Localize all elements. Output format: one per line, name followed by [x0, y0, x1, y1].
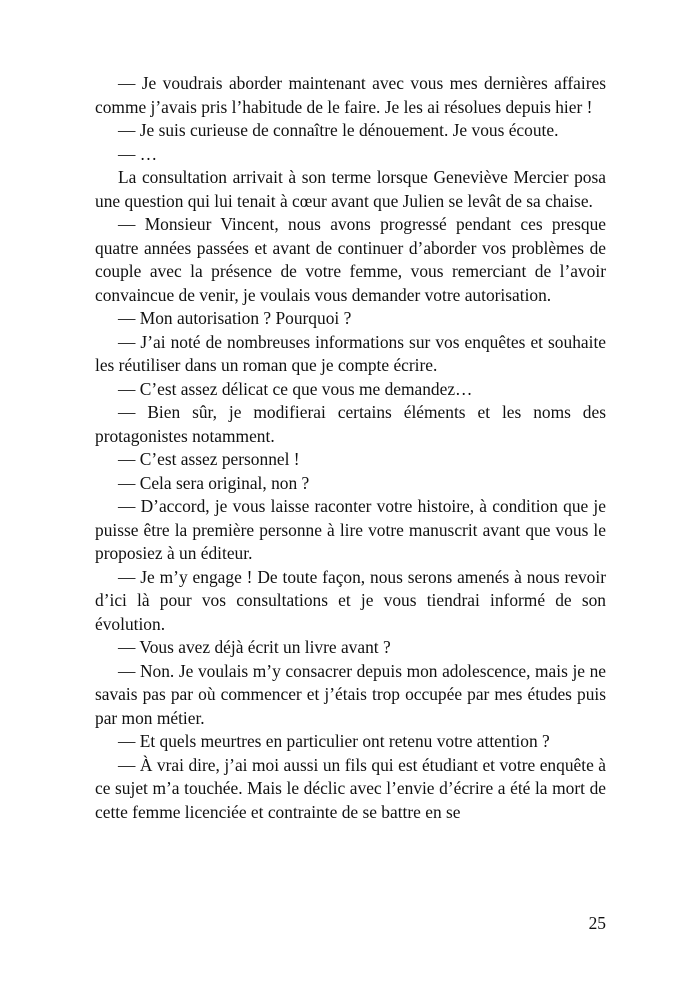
paragraph: — Bien sûr, je modifierai certains éléments et les noms des protagonistes notamment. — [95, 402, 606, 446]
paragraph: — Monsieur Vincent, nous avons progressé pendant ces presque quatre années passées et avant de continuer d’aborder vos problèmes de couple avec la présence de votre femme, vous remerciant de l’avoir convaincue de venir, je voulais vous demander votre autorisation. — [95, 214, 606, 305]
paragraph: — Je voudrais aborder maintenant avec vous mes dernières affaires comme j’avais pris l’habitude de le faire. Je les ai résolues depuis hier ! — [95, 73, 606, 117]
paragraph: — … — [118, 143, 158, 164]
paragraph: — D’accord, je vous laisse raconter votre histoire, à condition que je puisse être la première personne à lire votre manuscrit avant que vous le proposiez à un éditeur. — [95, 496, 606, 563]
paragraph: — Et quels meurtres en particulier ont retenu votre attention ? — [118, 731, 550, 751]
paragraph: — À vrai dire, j’ai moi aussi un fils qui est étudiant et votre enquête à ce sujet m’a touchée. Mais le déclic avec l’envie d’écrire a été la mort de cette femme licenciée et contrainte de se battre en se — [95, 754, 606, 822]
paragraph: — C’est assez délicat ce que vous me demandez… — [118, 378, 473, 399]
paragraph: — Non. Je voulais m’y consacrer depuis mon adolescence, mais je ne savais pas par où commencer et j’étais trop occupée par mes études puis par mon métier. — [95, 660, 606, 728]
paragraph: — C’est assez personnel ! — [118, 449, 300, 469]
paragraph: — Je m’y engage ! De toute façon, nous serons amenés à nous revoir d’ici là pour vos consultations et je vous tiendrai informé de son évolution. — [95, 566, 606, 634]
paragraph: — Mon autorisation ? Pourquoi ? — [118, 308, 352, 328]
paragraph: — Cela sera original, non ? — [118, 472, 310, 493]
paragraph: La consultation arrivait à son terme lorsque Geneviève Mercier posa une question qui lui tenait à cœur avant que Julien se levât de sa chaise. — [95, 167, 606, 211]
paragraph: — Je suis curieuse de connaître le dénouement. Je vous écoute. — [118, 120, 559, 140]
paragraph: — Vous avez déjà écrit un livre avant ? — [118, 637, 391, 657]
page-body — [95, 72, 606, 824]
page-number: 25 — [588, 913, 606, 933]
paragraph: — J’ai noté de nombreuses informations sur vos enquêtes et souhaite les réutiliser dans un roman que je compte écrire. — [95, 331, 606, 375]
